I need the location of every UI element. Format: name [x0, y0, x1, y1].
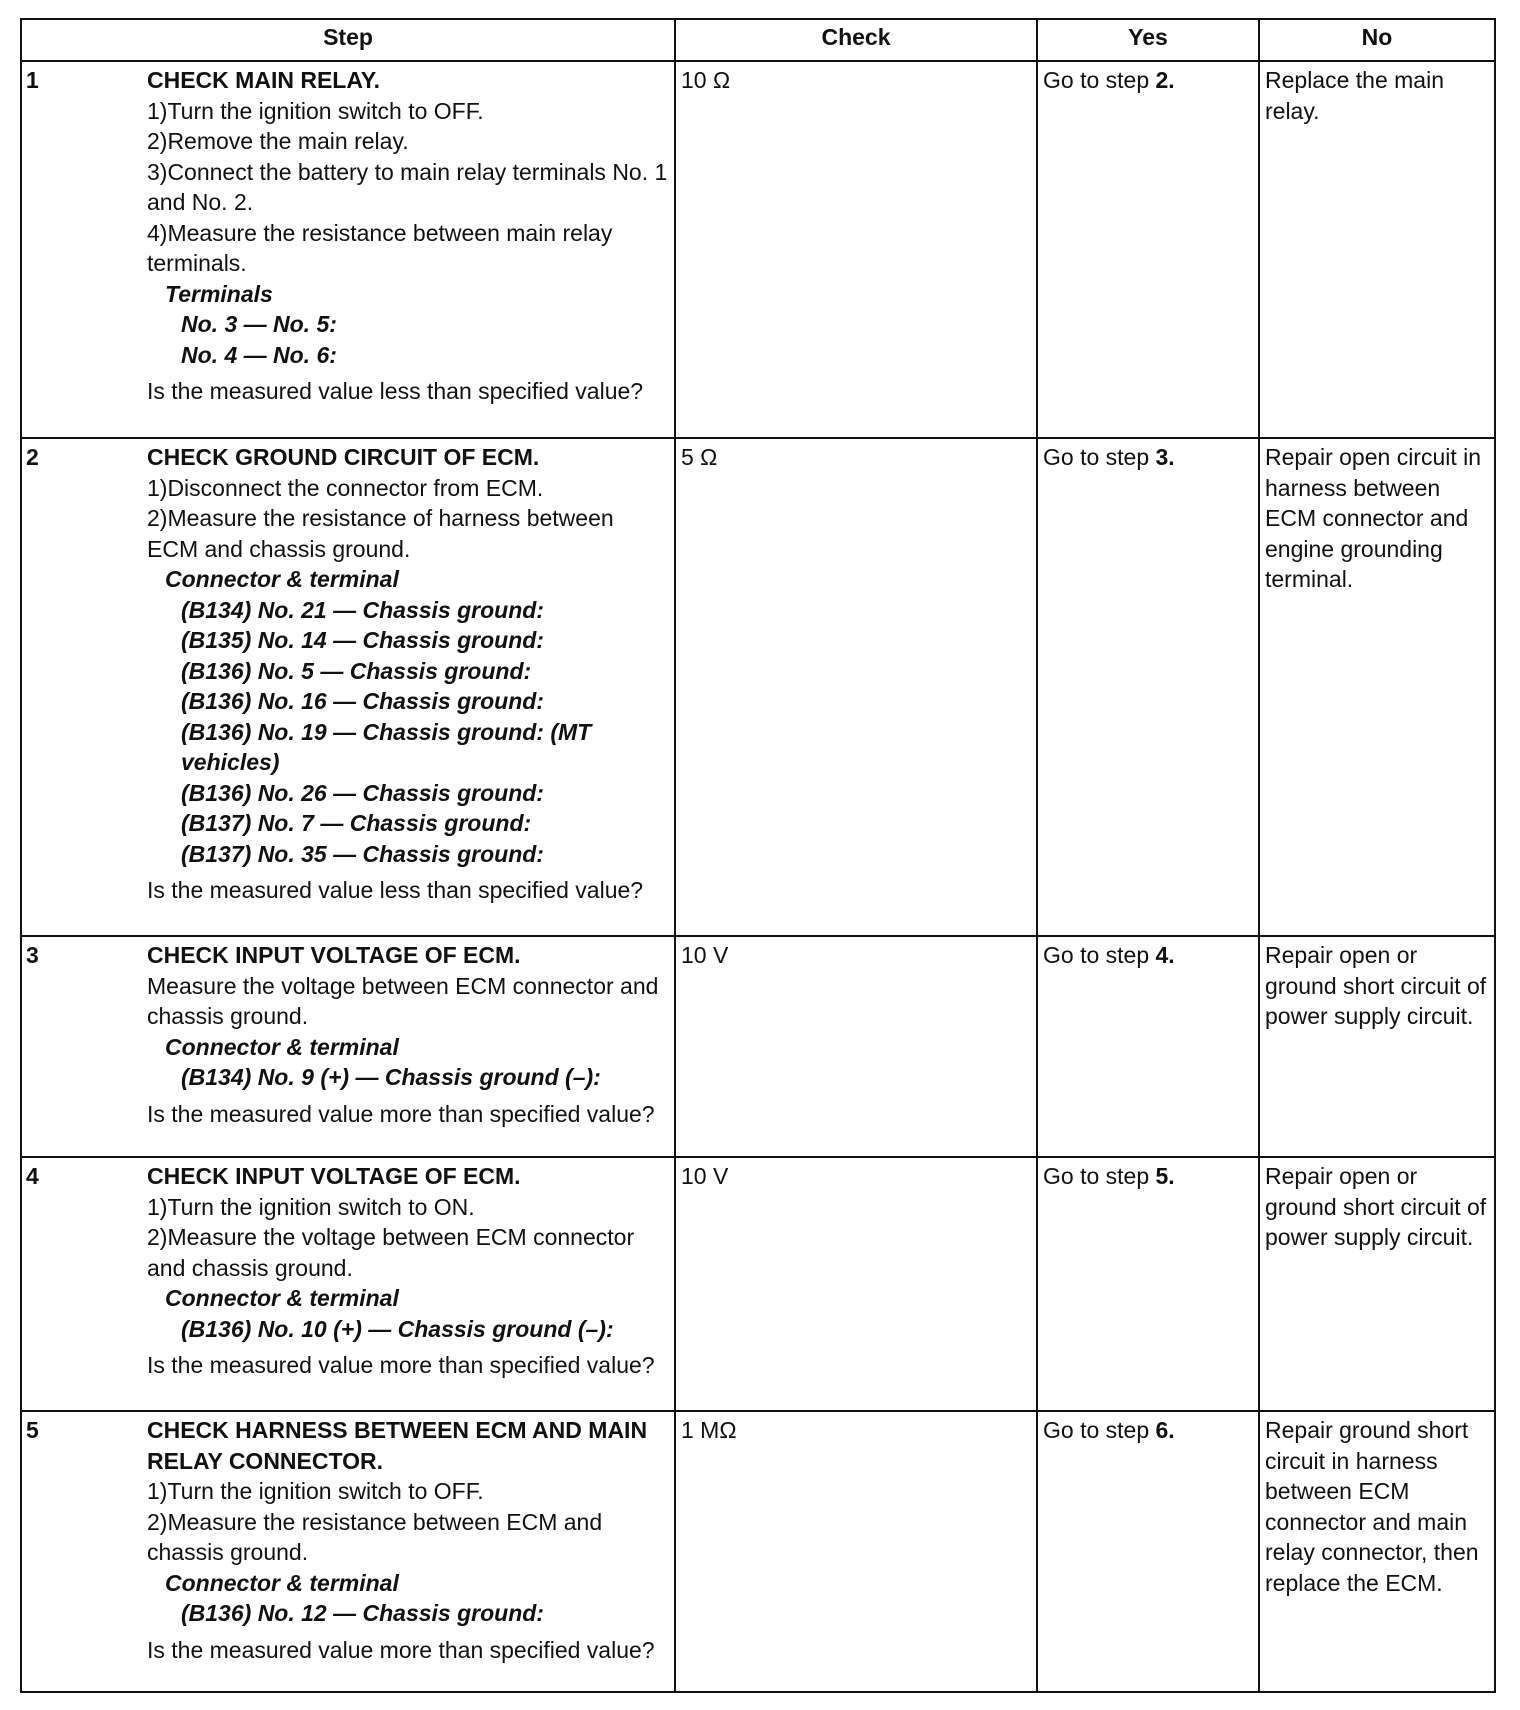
diagnostic-table — [20, 18, 1496, 1693]
yes-text: Go to step — [1043, 1163, 1156, 1189]
header-yes: Yes — [1037, 19, 1259, 61]
terminal-spec: (B136) No. 19 — Chassis ground: (MT vehicles) — [181, 718, 592, 775]
terminal-spec: (B134) No. 9 (+) — Chassis ground (–): — [181, 1064, 601, 1090]
step-instruction: 2)Measure the resistance of harness between ECM and chassis ground. — [147, 505, 614, 562]
terminal-spec: No. 3 — No. 5: — [181, 311, 337, 337]
step-question: Is the measured value more than specified value? — [147, 1100, 655, 1127]
step-instruction: 1)Turn the ignition switch to OFF. — [147, 97, 484, 124]
step-title: CHECK INPUT VOLTAGE OF ECM. — [147, 1163, 521, 1189]
table-row — [21, 1157, 1495, 1411]
terminal-spec: (B136) No. 10 (+) — Chassis ground (–): — [181, 1315, 614, 1342]
step-instruction: 1)Disconnect the connector from ECM. — [147, 474, 544, 501]
header-step: Step — [21, 19, 675, 61]
diagnostic-table-page — [20, 18, 1494, 1693]
yes-cell — [1037, 1411, 1259, 1692]
no-action: Replace the main relay. — [1259, 61, 1495, 438]
step-number: 1 — [26, 67, 39, 93]
no-action: Repair open circuit in harness between ECM connector and engine grounding terminal. — [1259, 438, 1495, 936]
yes-step-link: 3. — [1155, 444, 1175, 470]
no-action: Repair open or ground short circuit of power supply circuit. — [1259, 936, 1495, 1157]
step-number: 3 — [26, 942, 39, 968]
step-instruction: Measure the voltage between ECM connector and chassis ground. — [147, 972, 659, 1029]
no-action: Repair open or ground short circuit of power supply circuit. — [1259, 1157, 1495, 1411]
terminal-spec: No. 4 — No. 6: — [181, 341, 337, 368]
terminal-spec: (B137) No. 35 — Chassis ground: — [181, 840, 544, 867]
header-no: No — [1259, 19, 1495, 61]
yes-cell — [1037, 61, 1259, 438]
yes-step-link: 4. — [1155, 942, 1175, 968]
step-title: CHECK GROUND CIRCUIT OF ECM. — [147, 444, 540, 470]
table-row — [21, 61, 1495, 438]
table-row — [21, 1411, 1495, 1692]
step-title: CHECK HARNESS BETWEEN ECM AND MAIN RELAY CONNECTOR. — [147, 1417, 648, 1474]
step-instruction: 2)Measure the voltage between ECM connector and chassis ground. — [147, 1224, 635, 1281]
table-row — [21, 936, 1495, 1157]
step-number: 4 — [26, 1163, 39, 1189]
step-cell — [21, 1157, 675, 1411]
connector-heading: Connector & terminal — [165, 566, 399, 592]
step-title: CHECK INPUT VOLTAGE OF ECM. — [147, 942, 521, 968]
step-cell — [21, 936, 675, 1157]
yes-cell — [1037, 1157, 1259, 1411]
step-question: Is the measured value more than specified value? — [147, 1636, 655, 1663]
yes-step-link: 6. — [1155, 1417, 1175, 1443]
yes-text: Go to step — [1043, 67, 1156, 93]
yes-cell — [1037, 936, 1259, 1157]
step-cell — [21, 438, 675, 936]
connector-heading: Connector & terminal — [165, 1033, 399, 1060]
terminal-spec: (B134) No. 21 — Chassis ground: — [181, 596, 544, 623]
terminals-heading: Terminals — [165, 280, 273, 307]
yes-step-link: 2. — [1155, 67, 1175, 93]
no-action: Repair ground short circuit in harness between ECM connector and main relay connector, then replace the ECM. — [1259, 1411, 1495, 1692]
header-check: Check — [675, 19, 1037, 61]
terminal-spec: (B136) No. 12 — Chassis ground: — [181, 1600, 544, 1626]
step-title: CHECK MAIN RELAY. — [147, 67, 381, 93]
step-instruction: 2)Measure the resistance between ECM and chassis ground. — [147, 1508, 603, 1565]
terminal-spec: (B137) No. 7 — Chassis ground: — [181, 810, 532, 836]
step-instruction: 1)Turn the ignition switch to OFF. — [147, 1478, 484, 1504]
yes-step-link: 5. — [1155, 1163, 1175, 1189]
check-value: 10 Ω — [675, 61, 1037, 438]
connector-heading: Connector & terminal — [165, 1285, 399, 1311]
header-row — [21, 19, 1495, 61]
table-row — [21, 438, 1495, 936]
step-number: 5 — [26, 1417, 39, 1443]
step-cell — [21, 1411, 675, 1692]
step-question: Is the measured value less than specified value? — [147, 877, 644, 903]
connector-heading: Connector & terminal — [165, 1569, 399, 1596]
step-question: Is the measured value less than specified value? — [147, 378, 644, 404]
yes-text: Go to step — [1043, 1417, 1156, 1443]
step-number: 2 — [26, 444, 39, 470]
step-instruction: 1)Turn the ignition switch to ON. — [147, 1193, 475, 1220]
terminal-spec: (B136) No. 16 — Chassis ground: — [181, 688, 544, 714]
yes-cell — [1037, 438, 1259, 936]
terminal-spec: (B135) No. 14 — Chassis ground: — [181, 627, 544, 653]
terminal-spec: (B136) No. 26 — Chassis ground: — [181, 779, 544, 806]
step-question: Is the measured value more than specified value? — [147, 1352, 655, 1378]
check-value: 1 MΩ — [675, 1411, 1037, 1692]
yes-text: Go to step — [1043, 444, 1156, 470]
step-instruction: 2)Remove the main relay. — [147, 128, 409, 154]
step-instruction: 4)Measure the resistance between main relay terminals. — [147, 219, 613, 276]
terminal-spec: (B136) No. 5 — Chassis ground: — [181, 657, 532, 684]
check-value: 5 Ω — [675, 438, 1037, 936]
step-instruction: 3)Connect the battery to main relay terminals No. 1 and No. 2. — [147, 158, 668, 215]
check-value: 10 V — [675, 936, 1037, 1157]
yes-text: Go to step — [1043, 942, 1156, 968]
step-cell — [21, 61, 675, 438]
check-value: 10 V — [675, 1157, 1037, 1411]
